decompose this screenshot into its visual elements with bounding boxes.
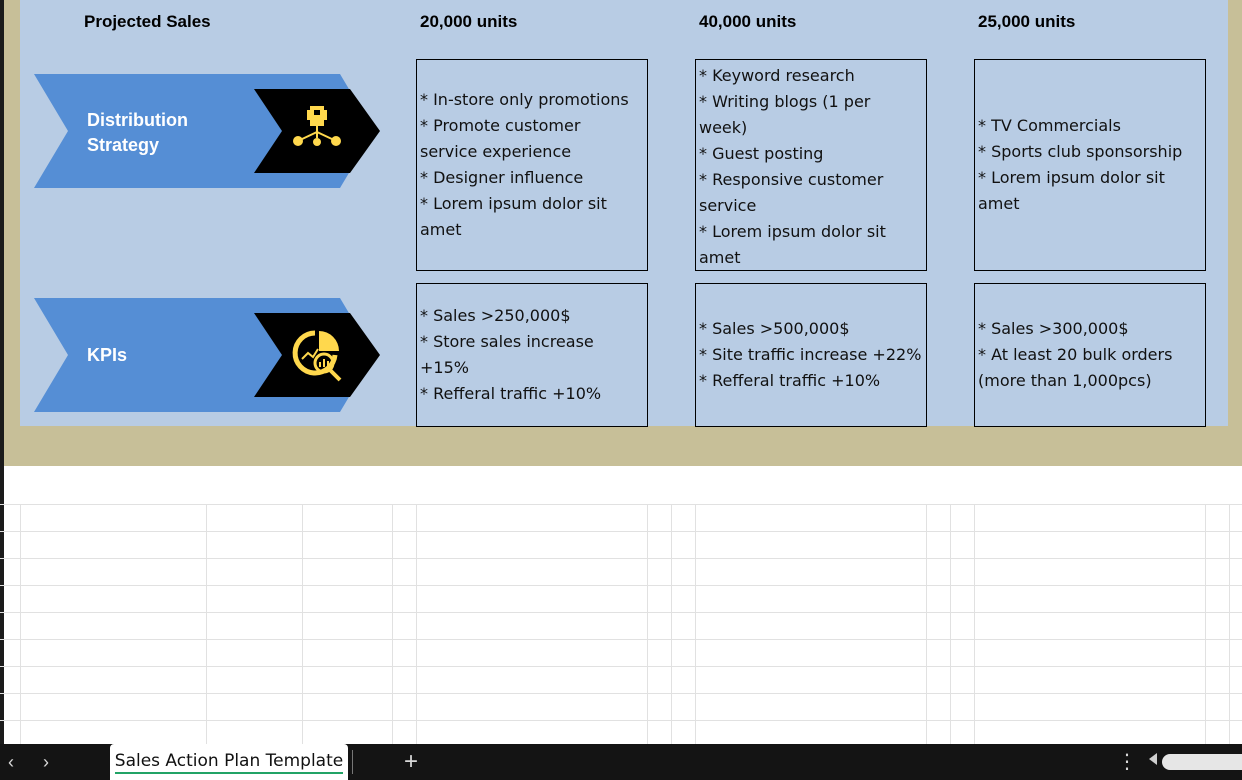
sheet-tab-sales-action-plan[interactable] [110,744,348,780]
cell-line: (more than 1,000pcs) [978,371,1152,390]
cell-line: * Sales >250,000$ [420,306,571,325]
scroll-left-icon[interactable] [1149,753,1157,765]
grid-col-line [974,504,975,744]
kpis-label: KPIs [87,345,128,365]
cell-line: * Sports club sponsorship [978,142,1183,161]
distribution-strategy-label [87,108,188,158]
grid-col-line [302,504,303,744]
cell-line: * Refferal traffic +10% [420,384,602,403]
projected-sales-label: Projected Sales [84,12,211,31]
grid-col-line [695,504,696,744]
projected-sales-col2[interactable]: 40,000 units [699,12,797,31]
kpis-cell-2[interactable] [695,283,927,427]
cell-line: * Sales >500,000$ [699,319,850,338]
cell-line: * Lorem ipsum dolor sit [699,222,886,241]
cell-line: * Store sales increase [420,332,594,351]
cell-line: * At least 20 bulk orders [978,345,1173,364]
grid-col-line [20,504,21,744]
cell-line: * Responsive customer [699,170,884,189]
grid-col-line [1205,504,1206,744]
grid-row-line [0,612,1242,613]
distribution-network-icon [287,100,347,160]
grid-row-line [0,531,1242,532]
cell-line: * Refferal traffic +10% [699,371,881,390]
cell-line: * Keyword research [699,66,855,85]
cell-line: amet [420,220,462,239]
cell-line: +15% [420,358,469,377]
horizontal-scrollbar[interactable] [1162,754,1242,770]
cell-line: * Guest posting [699,144,824,163]
grid-row-line [0,720,1242,721]
distribution-label-line2: Strategy [87,135,160,155]
cell-line: * Lorem ipsum dolor sit [978,168,1165,187]
cell-line: amet [978,194,1020,213]
previous-sheet-button[interactable]: ‹ [8,752,14,772]
cell-line: * In-store only promotions [420,90,629,109]
cell-line: * Designer influence [420,168,584,187]
grid-col-line [416,504,417,744]
cell-line: * Sales >300,000$ [978,319,1129,338]
projected-sales-col1[interactable]: 20,000 units [420,12,518,31]
analytics-magnifier-icon [288,325,348,385]
grid-row-line [0,585,1242,586]
sheet-tab-bar [0,744,1242,780]
cell-line: service experience [420,142,572,161]
grid-row-line [0,504,1242,505]
distribution-label-line1: Distribution [87,110,188,130]
sheet-tab-label: Sales Action Plan Template [115,751,343,774]
projected-sales-col3[interactable]: 25,000 units [978,12,1076,31]
cell-line: service [699,196,757,215]
cell-line: * Site traffic increase +22% [699,345,922,364]
distribution-cell-1[interactable] [416,59,648,271]
grid-col-line [647,504,648,744]
grid-col-line [950,504,951,744]
cell-line: amet [699,248,741,267]
grid-col-line [926,504,927,744]
grid-row-line [0,693,1242,694]
grid-row-line [0,558,1242,559]
more-options-icon[interactable]: ⋮ [1117,751,1137,773]
cell-line: week) [699,118,748,137]
distribution-cell-2[interactable] [695,59,927,271]
cell-line: * Lorem ipsum dolor sit [420,194,607,213]
grid-row-line [0,639,1242,640]
kpis-cell-3[interactable] [974,283,1206,427]
tab-separator [352,750,353,774]
grid-col-line [1229,504,1230,744]
add-sheet-button[interactable]: + [403,748,418,775]
distribution-cell-3[interactable] [974,59,1206,271]
empty-cell-grid[interactable] [0,504,1242,744]
kpis-cell-1[interactable] [416,283,648,427]
grid-col-line [392,504,393,744]
cell-line: * Promote customer [420,116,581,135]
cell-line: * Writing blogs (1 per [699,92,871,111]
cell-line: * TV Commercials [978,116,1121,135]
grid-row-line [0,666,1242,667]
next-sheet-button[interactable]: › [43,752,49,772]
grid-col-line [671,504,672,744]
grid-col-line [206,504,207,744]
